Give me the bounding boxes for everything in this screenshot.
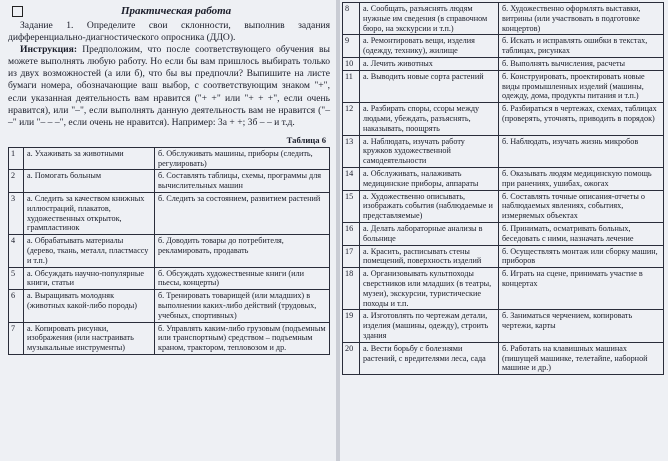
table-caption: Таблица 6: [286, 134, 326, 145]
table-row: [343, 35, 664, 58]
option-a: а. Вести борьбу с болезнями растений, с вредителями леса, сада: [360, 342, 499, 374]
page-title: Практическая работа: [121, 5, 232, 17]
option-b: б. Наблюдать, изучать жизнь микробов: [499, 135, 664, 167]
table-row: [343, 167, 664, 190]
table-row: [9, 267, 330, 290]
option-a: а. Выводить новые сорта растений: [360, 70, 499, 102]
option-b: б. Заниматься черчением, копировать чертежи, карты: [499, 310, 664, 342]
questionnaire-table-left: [8, 147, 330, 355]
option-b: б. Художественно оформлять выставки, витрины (или участвовать в подготовке концертов): [499, 3, 664, 35]
option-a: а. Организовывать культпоходы сверстников или младших (в театры, музеи), экскурсии, туристические походы и т.п.: [360, 268, 499, 310]
option-a: а. Помогать больным: [24, 170, 155, 193]
table-row: [343, 70, 664, 102]
row-number: 20: [343, 342, 360, 374]
table-row: [343, 57, 664, 70]
option-a: а. Обсуждать научно-популярные книги, статьи: [24, 267, 155, 290]
row-number: 14: [343, 167, 360, 190]
option-b: б. Следить за состоянием, развитием растений: [155, 193, 330, 235]
row-number: 12: [343, 103, 360, 135]
option-a: а. Лечить животных: [360, 57, 499, 70]
table-row: [343, 342, 664, 374]
option-b: б. Работать на клавишных машинах (пишущей машинке, телетайпе, наборной машине и др.): [499, 342, 664, 374]
checkbox-icon: [12, 6, 23, 17]
right-page: [340, 0, 668, 461]
instruction-paragraph: [8, 44, 330, 129]
option-a: а. Ремонтировать вещи, изделия (одежду, технику), жилище: [360, 35, 499, 58]
option-b: б. Оказывать людям медицинскую помощь при ранениях, ушибах, ожогах: [499, 167, 664, 190]
option-a: а. Выращивать молодняк (животных какой-либо породы): [24, 290, 155, 322]
option-b: б. Конструировать, проектировать новые виды промышленных изделий (машины, одежду, дома, продукты питания и т.п.): [499, 70, 664, 102]
option-b: б. Обсуждать художественные книги (или пьесы, концерты): [155, 267, 330, 290]
row-number: 16: [343, 222, 360, 245]
option-a: а. Изготовлять по чертежам детали, изделия (машины, одежду), строить здания: [360, 310, 499, 342]
row-number: 3: [9, 193, 24, 235]
row-number: 10: [343, 57, 360, 70]
row-number: 8: [343, 3, 360, 35]
row-number: 17: [343, 245, 360, 268]
task-text: Задание 1. Определите свои склонности, выполнив задания дифференциально-диагностического опросника (ДДО).: [8, 20, 330, 44]
option-a: а. Копировать рисунки, изображения (или настраивать музыкальные инструменты): [24, 322, 155, 354]
option-b: б. Управлять каким-либо грузовым (подъемным или транспортным) средством – подъемным краном, трактором, тепловозом и др.: [155, 322, 330, 354]
option-a: а. Наблюдать, изучать работу кружков художественной самодеятельности: [360, 135, 499, 167]
option-b: б. Осуществлять монтаж или сборку машин, приборов: [499, 245, 664, 268]
option-b: б. Доводить товары до потребителя, рекламировать, продавать: [155, 235, 330, 267]
row-number: 7: [9, 322, 24, 354]
row-number: 15: [343, 190, 360, 222]
option-b: б. Выполнять вычисления, расчеты: [499, 57, 664, 70]
row-number: 2: [9, 170, 24, 193]
table-row: [9, 193, 330, 235]
questionnaire-table-right: [342, 2, 664, 375]
table-row: [343, 268, 664, 310]
table-row: [343, 135, 664, 167]
option-a: а. Обрабатывать материалы (дерево, ткань, металл, пластмассу и т.п.): [24, 235, 155, 267]
table-row: [9, 147, 330, 170]
instruction-label: Инструкция:: [20, 44, 78, 56]
option-b: б. Составлять таблицы, схемы, программы для вычислительных машин: [155, 170, 330, 193]
option-b: б. Составлять точные описания-отчеты о наблюдаемых явлениях, событиях, измеряемых объектах: [499, 190, 664, 222]
table-row: [9, 170, 330, 193]
table-row: [343, 222, 664, 245]
option-a: а. Сообщать, разъяснять людям нужные им сведения (в справочном бюро, на экскурсии и т.п.): [360, 3, 499, 35]
option-b: б. Искать и исправлять ошибки в текстах, таблицах, рисунках: [499, 35, 664, 58]
table-row: [343, 245, 664, 268]
option-a: а. Обслуживать, налаживать медицинские приборы, аппараты: [360, 167, 499, 190]
row-number: 18: [343, 268, 360, 310]
option-b: б. Играть на сцене, принимать участие в концертах: [499, 268, 664, 310]
table-row: [343, 3, 664, 35]
instruction-text: Предположим, что после соответствующего обучения вы можете выполнять любую работу. Но если бы вам пришлось выбирать только из двух возможностей (а или б), что бы вы предпочли? Выпишите на листе бумаги номера, обозначающие ваш выбор, с соответствующим знаком "+", если указанная деятельность вам нравится ("+ +" или "+ + +", если очень нравится), или "–", если выполнять данную деятельность вам не нравится ("– –" или "– – –", если очень не нравится). Например: 3а + +; 3б – – и т.д.: [8, 44, 330, 128]
option-a: а. Следить за качеством книжных иллюстраций, плакатов, художественных открыток, грампластинок: [24, 193, 155, 235]
row-number: 19: [343, 310, 360, 342]
option-a: а. Художественно описывать, изображать события (наблюдаемые и представляемые): [360, 190, 499, 222]
option-a: а. Красить, расписывать стены помещений, поверхность изделий: [360, 245, 499, 268]
table-row: [9, 235, 330, 267]
row-number: 4: [9, 235, 24, 267]
table-row: [343, 310, 664, 342]
table-row: [343, 190, 664, 222]
option-b: б. Принимать, осматривать больных, беседовать с ними, назначать лечение: [499, 222, 664, 245]
row-number: 13: [343, 135, 360, 167]
option-a: а. Ухаживать за животными: [24, 147, 155, 170]
option-a: а. Разбирать споры, ссоры между людьми, убеждать, разъяснять, наказывать, поощрять: [360, 103, 499, 135]
row-number: 6: [9, 290, 24, 322]
option-b: б. Тренировать товарищей (или младших) в выполнении каких-либо действий (трудовых, учебных, спортивных): [155, 290, 330, 322]
table-row: [9, 322, 330, 354]
row-number: 9: [343, 35, 360, 58]
row-number: 11: [343, 70, 360, 102]
row-number: 5: [9, 267, 24, 290]
option-b: б. Разбираться в чертежах, схемах, таблицах (проверять, уточнять, приводить в порядок): [499, 103, 664, 135]
header-row: [8, 2, 330, 20]
table-row: [343, 103, 664, 135]
option-b: б. Обслуживать машины, приборы (следить, регулировать): [155, 147, 330, 170]
intro-text: [8, 20, 330, 129]
row-number: 1: [9, 147, 24, 170]
table-row: [9, 290, 330, 322]
option-a: а. Делать лабораторные анализы в больнице: [360, 222, 499, 245]
